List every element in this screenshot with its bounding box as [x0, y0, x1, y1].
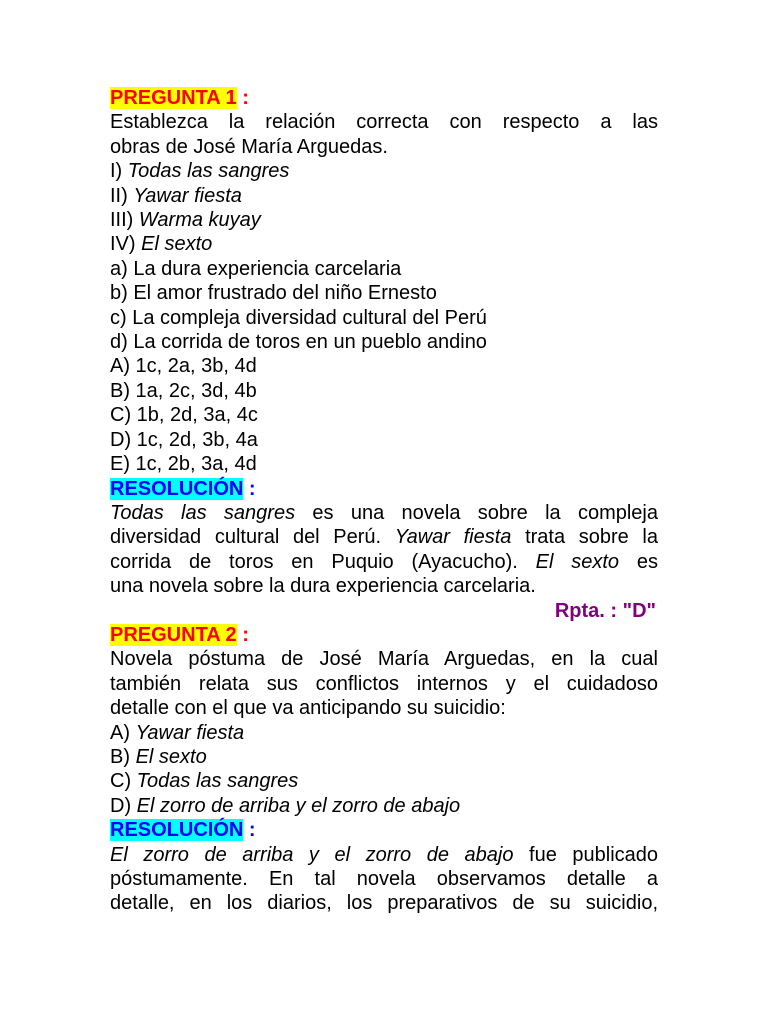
- resolution-text: corrida de toros en Puquio (Ayacucho).: [110, 550, 536, 573]
- resolution-1-heading: RESOLUCIÓN: [110, 477, 244, 500]
- work-number: I): [110, 160, 128, 183]
- answer-option: [110, 769, 658, 793]
- resolution-text: trata sobre la: [511, 526, 658, 549]
- question-1-heading-line: [110, 86, 658, 110]
- resolution-1-line-1: [110, 501, 658, 525]
- resolution-1-line-3: [110, 550, 658, 574]
- resolution-2-line-3: detalle, en los diarios, los preparativos de su suicidio,: [110, 892, 658, 915]
- answer-option: B) 1a, 2c, 3d, 4b: [110, 379, 257, 402]
- work-number: IV): [110, 233, 142, 256]
- resolution-2-line-2: póstumamente. En tal novela observamos detalle a: [110, 868, 658, 890]
- document-page: [110, 86, 658, 916]
- work-item: [110, 159, 658, 183]
- work-title: Yawar fiesta: [135, 721, 245, 744]
- resolution-1-line-2: [110, 525, 658, 549]
- answer-option: D) 1c, 2d, 3b, 4a: [110, 428, 258, 451]
- work-title: Yawar fiesta: [394, 526, 512, 549]
- work-item: [110, 208, 658, 232]
- question-2-heading-colon: :: [236, 623, 249, 646]
- question-2-heading: PREGUNTA 2: [110, 623, 237, 646]
- answer-option: [110, 794, 658, 818]
- question-2-prompt-line-1: Novela póstuma de José María Arguedas, en la cual: [110, 648, 658, 671]
- question-1-prompt-line-2: obras de José María Arguedas.: [110, 135, 388, 158]
- resolution-text: es una novela sobre la compleja: [295, 501, 658, 524]
- answer-option: E) 1c, 2b, 3a, 4d: [110, 453, 257, 476]
- option-letter: A): [110, 721, 136, 744]
- work-title: Todas las sangres: [136, 770, 299, 793]
- resolution-text: fue publicado: [513, 843, 659, 866]
- question-2-heading-line: [110, 623, 658, 647]
- resolution-1-heading-line: [110, 477, 658, 501]
- work-item: [110, 184, 658, 208]
- theme-item: d) La corrida de toros en un pueblo andino: [110, 331, 487, 354]
- work-title: Yawar fiesta: [133, 184, 242, 207]
- theme-item: b) El amor frustrado del niño Ernesto: [110, 282, 437, 305]
- work-title: Todas las sangres: [110, 501, 296, 524]
- work-title: El sexto: [135, 745, 207, 768]
- work-item: [110, 232, 658, 256]
- work-title: Todas las sangres: [127, 160, 290, 183]
- work-title: El sexto: [141, 233, 213, 256]
- question-1-heading: PREGUNTA 1: [110, 87, 237, 109]
- answer-option: [110, 721, 658, 745]
- question-1-heading-colon: :: [236, 87, 249, 109]
- option-letter: D): [110, 794, 137, 817]
- question-2-prompt-line-3: detalle con el que va anticipando su suicidio:: [110, 697, 506, 720]
- resolution-text: diversidad cultural del Perú.: [110, 526, 395, 549]
- question-1-prompt-line-1: Establezca la relación correcta con respecto a las: [110, 111, 658, 134]
- resolution-1-line-4: una novela sobre la dura experiencia carcelaria.: [110, 575, 536, 598]
- resolution-1-heading-colon: :: [243, 477, 256, 500]
- work-title: El zorro de arriba y el zorro de abajo: [136, 794, 461, 817]
- answer-option: C) 1b, 2d, 3a, 4c: [110, 404, 258, 427]
- resolution-2-heading: RESOLUCIÓN: [110, 819, 244, 842]
- theme-item: c) La compleja diversidad cultural del Perú: [110, 306, 487, 329]
- theme-item: a) La dura experiencia carcelaria: [110, 257, 402, 280]
- answer-option: [110, 745, 658, 769]
- option-letter: C): [110, 770, 137, 793]
- question-2-prompt-line-2: también relata sus conflictos internos y el cuidadoso: [110, 672, 658, 695]
- resolution-2-heading-line: [110, 818, 658, 842]
- resolution-text: es: [619, 550, 658, 573]
- work-number: II): [110, 184, 134, 207]
- work-title: El sexto: [535, 550, 620, 573]
- work-number: III): [110, 209, 139, 232]
- work-title: El zorro de arriba y el zorro de abajo: [110, 843, 514, 866]
- resolution-2-heading-colon: :: [243, 819, 256, 842]
- work-title: Warma kuyay: [138, 209, 261, 232]
- answer-label: Rpta. : "D": [554, 599, 656, 622]
- answer-option: A) 1c, 2a, 3b, 4d: [110, 355, 257, 378]
- resolution-2-line-1: [110, 843, 658, 867]
- option-letter: B): [110, 745, 136, 768]
